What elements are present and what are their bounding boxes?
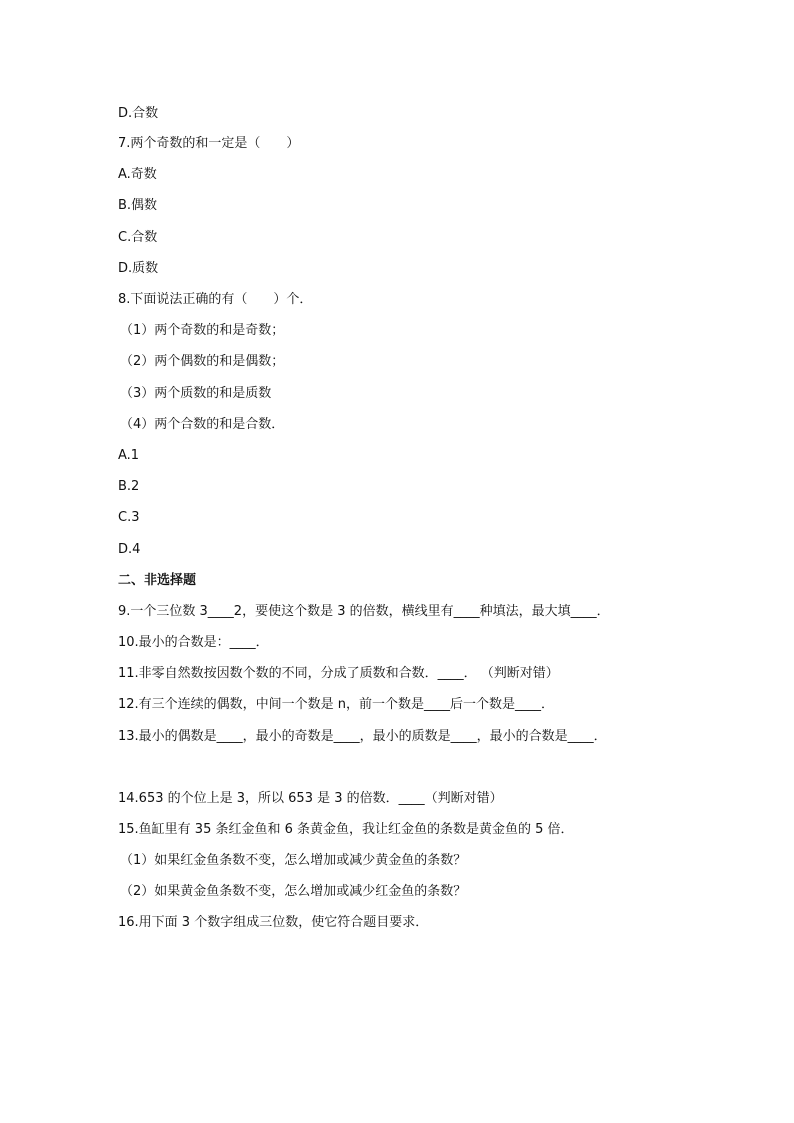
q8-statement-3: （3）两个质数的和是质数	[120, 386, 272, 401]
q8-statement-2: （2）两个偶数的和是偶数；	[120, 354, 285, 369]
question-15: 15.鱼缸里有 35 条红金鱼和 6 条黄金鱼，我让红金鱼的条数是黄金鱼的 5 倍．	[118, 822, 574, 837]
q8-statement-1: （1）两个奇数的和是奇数；	[120, 323, 285, 338]
q8-statement-4: （4）两个合数的和是合数．	[120, 417, 285, 432]
question-16: 16.用下面 3 个数字组成三位数，使它符合题目要求．	[118, 915, 429, 930]
question-9: 9.一个三位数 3____2，要使这个数是 3 的倍数，横线里有____种填法，最大填____．	[118, 604, 610, 619]
q15-part-2: （2）如果黄金鱼条数不变，怎么增加或减少红金鱼的条数？	[120, 884, 467, 899]
q7-option-d: D.质数	[118, 261, 159, 276]
question-14: 14.653 的个位上是 3，所以 653 是 3 的倍数．____（判断对错）	[118, 791, 503, 806]
question-10: 10.最小的合数是：____．	[118, 635, 269, 650]
q8-option-c: C.3	[118, 510, 140, 525]
q7-option-c: C.合数	[118, 230, 158, 245]
q7-option-a: A.奇数	[118, 167, 157, 182]
question-13: 13.最小的偶数是____，最小的奇数是____，最小的质数是____，最小的合数是____．	[118, 729, 607, 744]
q15-part-1: （1）如果红金鱼条数不变，怎么增加或减少黄金鱼的条数？	[120, 853, 467, 868]
question-8: 8.下面说法正确的有（ ）个．	[118, 292, 313, 307]
section-heading: 二、非选择题	[118, 573, 197, 588]
q7-option-b: B.偶数	[118, 198, 158, 213]
q8-option-b: B.2	[118, 479, 140, 494]
q8-option-d: D.4	[118, 542, 141, 557]
q8-option-a: A.1	[118, 448, 140, 463]
question-12: 12.有三个连续的偶数，中间一个数是 n，前一个数是____后一个数是____．	[118, 697, 555, 712]
question-7: 7.两个奇数的和一定是（ ）	[118, 136, 300, 151]
option-d-line: D.合数	[118, 106, 159, 121]
question-11: 11.非零自然数按因数个数的不同，分成了质数和合数．____． （判断对错）	[118, 666, 559, 681]
